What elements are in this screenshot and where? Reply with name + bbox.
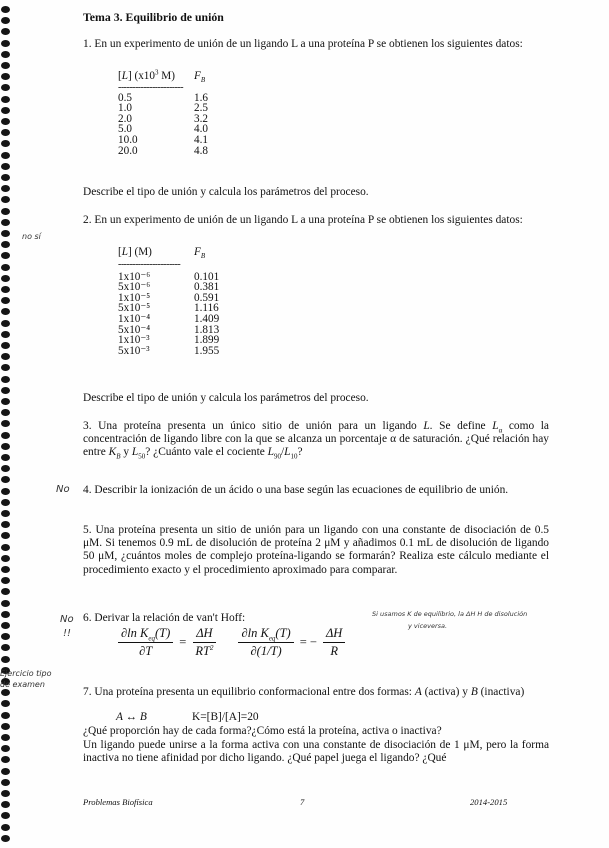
cell-fb: 0.591 — [194, 291, 220, 304]
cell-fb: 3.2 — [194, 112, 208, 125]
question-6-text: 6. Derivar la relación de van't Hoff: — [83, 612, 246, 624]
binding-ring — [1, 499, 10, 506]
q1-rows — [118, 93, 208, 157]
binding-ring — [1, 73, 10, 80]
q1-col-header-l: [L] ($x10^3$ M) — [118, 68, 175, 82]
binding-ring — [1, 824, 10, 831]
handwritten-note-q6-right-line1: Si usamos K de equilibrio, la ΔH H de disolución — [372, 610, 528, 618]
eq2-denominator: ∂(1/T) — [250, 644, 282, 658]
cell-concentration: 1x10⁻⁴ — [118, 312, 151, 325]
binding-ring — [1, 252, 10, 259]
question-2-table — [118, 247, 219, 356]
binding-ring — [1, 28, 10, 35]
binding-ring — [1, 611, 10, 618]
cell-concentration: 0.5 — [118, 91, 132, 104]
binding-ring — [1, 208, 10, 215]
question-3: 3. Una proteína presenta un único sitio de unión para un ligando L. Se define $L_\alpha$ como la concentración de ligando libre con la que se alcanza un porcentaje α de saturación. ¿Qué relación hay entre $K_B$ y $L_{50}$? ¿Cuánto vale el cociente $L_{90}/L_{10}$? — [83, 420, 549, 461]
binding-ring — [1, 331, 10, 338]
question-5: 5. Una proteína presenta un sitio de unión para un ligando con una constante de disociación de 0.5 μM. Si tenemos 0.9 mL de disolución de proteína 2 μM y añadimos 0.1 mL de disolución de ligando 50 μM, ¿cuántos moles de complejo proteína-ligando se formarán? Realiza este cálculo mediante el procedimiento exacto y el procedimiento aproximado para comparar. — [83, 524, 549, 576]
handwritten-note-q6-right-line2: y viceversa. — [408, 622, 448, 630]
binding-ring — [1, 219, 10, 226]
binding-ring — [1, 756, 10, 763]
vant-hoff-equations: $\frac{\partial\ln K_{eq}(T)}{\partial T}$ = $\frac{\Delta H}{RT^2}$ $\frac{\partial\ln K_{eq}(T)}{\partial(1/T)}$ = − $\frac{\Delta H}{R}$ — [116, 625, 347, 660]
binding-ring — [1, 443, 10, 450]
question-1-intro: 1. En un experimento de unión de un ligando L a una proteína P se obtienen los siguientes datos: — [83, 38, 523, 50]
binding-ring — [1, 152, 10, 159]
handwritten-note-q6-b: !! — [63, 628, 72, 639]
question-1-outro: Describe el tipo de unión y calcula los parámetros del proceso. — [83, 186, 369, 198]
footer-right: 2014-2015 — [470, 797, 508, 807]
binding-ring — [1, 129, 10, 136]
binding-ring — [1, 96, 10, 103]
binding-ring — [1, 454, 10, 461]
cell-fb: 1.813 — [194, 323, 220, 336]
binding-ring — [1, 320, 10, 327]
cell-fb: 1.6 — [194, 91, 208, 104]
eq1-numerator: ∂ln $K_{eq}(T)$ — [118, 625, 173, 643]
question-7-line2: Un ligando puede unirse a la forma activa con una constante de disociación de 1 μM, pero la forma inactiva no tiene afinidad por dicho ligando. ¿Qué papel juega el ligando? ¿Qué — [83, 739, 549, 765]
cell-fb: 2.5 — [194, 102, 208, 115]
question-7-equation — [116, 711, 259, 723]
binding-ring — [1, 264, 10, 271]
binding-ring — [1, 51, 10, 58]
footer-left: Problemas Biofísica — [83, 797, 153, 807]
binding-ring — [1, 700, 10, 707]
table-row — [118, 135, 208, 146]
binding-ring — [1, 835, 10, 842]
binding-ring — [1, 230, 10, 237]
binding-ring — [1, 656, 10, 663]
binding-ring — [1, 409, 10, 416]
eq2-rhs-denominator: R — [330, 644, 338, 658]
binding-ring — [1, 118, 10, 125]
cell-concentration: 1x10⁻⁶ — [118, 270, 151, 283]
cell-fb: 1.409 — [194, 312, 220, 325]
cell-concentration: 2.0 — [118, 112, 132, 125]
binding-ring — [1, 723, 10, 730]
binding-ring — [1, 432, 10, 439]
binding-ring — [1, 588, 10, 595]
question-2-intro: 2. En un experimento de unión de un ligando L a una proteína P se obtienen los siguientes datos: — [83, 214, 523, 226]
binding-ring — [1, 62, 10, 69]
q7-reaction: A ↔ B — [116, 711, 147, 723]
cell-fb: 0.381 — [194, 281, 220, 294]
binding-ring — [1, 712, 10, 719]
cell-concentration: 5.0 — [118, 123, 132, 136]
table-row — [118, 314, 219, 325]
binding-ring — [1, 376, 10, 383]
q7-constant: K=[B]/[A]=20 — [192, 711, 259, 723]
binding-ring — [1, 342, 10, 349]
question-1-table — [118, 68, 208, 157]
table-row — [118, 346, 219, 357]
binding-ring — [1, 387, 10, 394]
binding-ring — [1, 544, 10, 551]
binding-ring — [1, 465, 10, 472]
question-4: 4. Describir la ionización de un ácido o una base según las ecuaciones de equilibrio de unión. — [83, 484, 509, 496]
binding-ring — [1, 600, 10, 607]
binding-ring — [1, 420, 10, 427]
binding-ring — [1, 196, 10, 203]
binding-ring — [1, 734, 10, 741]
eq1-rhs-numerator: ΔH — [193, 625, 215, 643]
binding-ring — [1, 40, 10, 47]
cell-concentration: 20.0 — [118, 144, 138, 157]
binding-ring — [1, 364, 10, 371]
binding-ring — [1, 308, 10, 315]
binding-ring — [1, 790, 10, 797]
binding-ring — [1, 689, 10, 696]
q2-rows — [118, 272, 219, 357]
handwritten-note-q7: Ejercicio tipo de examen — [0, 669, 52, 689]
binding-ring — [1, 488, 10, 495]
binding-ring — [1, 555, 10, 562]
binding-ring — [1, 241, 10, 248]
cell-fb: 4.8 — [194, 144, 208, 157]
question-2-outro: Describe el tipo de unión y calcula los parámetros del proceso. — [83, 392, 369, 404]
handwritten-note-q4: No — [56, 484, 70, 495]
binding-ring — [1, 779, 10, 786]
handwritten-note-q6: No — [60, 614, 74, 625]
binding-ring — [1, 745, 10, 752]
handwritten-note-q2: no sí — [22, 232, 41, 241]
cell-fb: 4.0 — [194, 123, 208, 136]
cell-fb: 1.116 — [194, 302, 219, 315]
cell-concentration: 1.0 — [118, 102, 132, 115]
cell-concentration: 5x10⁻⁵ — [118, 302, 151, 315]
binding-ring — [1, 17, 10, 24]
cell-concentration: 10.0 — [118, 133, 138, 146]
binding-ring — [1, 174, 10, 181]
table-row — [118, 146, 208, 157]
cell-concentration: 5x10⁻⁴ — [118, 323, 151, 336]
handwritten-note-q6-right — [372, 608, 552, 632]
binding-ring — [1, 286, 10, 293]
cell-fb: 4.1 — [194, 133, 208, 146]
binding-ring — [1, 577, 10, 584]
binding-ring — [1, 398, 10, 405]
binding-ring — [1, 6, 10, 13]
binding-ring — [1, 532, 10, 539]
question-7-intro: 7. Una proteína presenta un equilibrio conformacional entre dos formas: A (activa) y B (inactiva) — [83, 686, 525, 698]
binding-ring — [1, 768, 10, 775]
eq2-rhs-numerator: ΔH — [323, 625, 345, 643]
q2-dash-line: ---------------------- — [118, 258, 181, 270]
cell-concentration: 5x10⁻³ — [118, 344, 150, 357]
binding-ring — [1, 812, 10, 819]
binding-ring — [1, 801, 10, 808]
spiral-binding — [0, 0, 16, 848]
cell-concentration: 1x10⁻³ — [118, 334, 150, 347]
binding-ring — [1, 510, 10, 517]
binding-ring — [1, 163, 10, 170]
eq2-numerator: ∂ln $K_{eq}(T)$ — [238, 625, 293, 643]
q1-dash-line: ----------------------- — [118, 81, 184, 93]
q1-col-header-fb: $F_B$ — [194, 70, 206, 85]
cell-fb: 1.899 — [194, 334, 220, 347]
cell-fb: 1.955 — [194, 344, 220, 357]
footer-page-number: 7 — [300, 797, 305, 807]
eq1-rhs-denominator: $RT^2$ — [195, 643, 214, 658]
binding-ring — [1, 84, 10, 91]
binding-ring — [1, 622, 10, 629]
binding-ring — [1, 353, 10, 360]
page-title: Tema 3. Equilibrio de unión — [83, 10, 224, 24]
cell-concentration: 1x10⁻⁵ — [118, 291, 151, 304]
q2-col-header-l: [L] (M) — [118, 246, 152, 258]
cell-fb: 0.101 — [194, 270, 220, 283]
binding-ring — [1, 644, 10, 651]
binding-ring — [1, 140, 10, 147]
binding-ring — [1, 107, 10, 114]
question-7-line1: ¿Qué proporción hay de cada forma?¿Cómo está la proteína, activa o inactiva? — [83, 725, 442, 737]
q2-col-header-fb: $F_B$ — [194, 246, 206, 261]
eq1-denominator: ∂T — [139, 644, 153, 658]
binding-ring — [1, 185, 10, 192]
binding-ring — [1, 521, 10, 528]
binding-ring — [1, 275, 10, 282]
binding-ring — [1, 633, 10, 640]
cell-concentration: 5x10⁻⁶ — [118, 281, 151, 294]
binding-ring — [1, 297, 10, 304]
binding-ring — [1, 476, 10, 483]
binding-ring — [1, 566, 10, 573]
